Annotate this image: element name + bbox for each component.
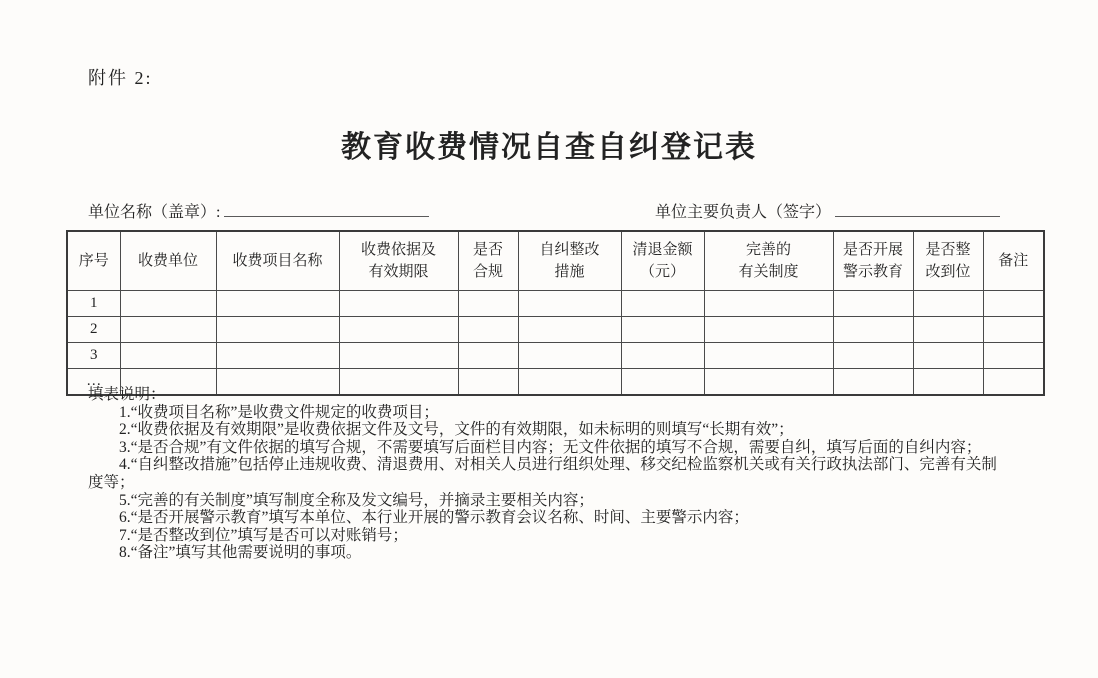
row-number-cell: … [67, 369, 120, 396]
header-label: 是否 [472, 242, 503, 258]
header-label: 收费项目名称 [232, 253, 323, 269]
header-cell-warning-education [833, 231, 913, 291]
unit-name-blank [224, 200, 429, 217]
header-label: 有效期限 [368, 264, 429, 280]
table-cell [458, 343, 518, 369]
header-cell-item-name [216, 231, 339, 291]
header-label: 改到位 [925, 264, 971, 280]
unit-head-group [655, 199, 1000, 222]
table-cell [120, 343, 216, 369]
table-header-row [67, 231, 1044, 291]
unit-head-blank [835, 200, 1000, 217]
table-cell [983, 291, 1044, 317]
table-cell [704, 343, 833, 369]
table-cell [518, 291, 621, 317]
signature-row [0, 199, 1098, 225]
header-label: 备注 [998, 253, 1029, 269]
table-cell [833, 291, 913, 317]
header-cell-seq [67, 231, 120, 291]
table-cell [621, 291, 704, 317]
unit-name-group [88, 199, 429, 222]
note-item: 2.“收费依据及有效期限”是收费依据文件及文号，文件的有效期限，如未标明的则填写“长期有效”； [119, 421, 794, 439]
header-label: 措施 [554, 264, 585, 280]
unit-head-label: 单位主要负责人（签字） [655, 204, 832, 221]
row-number-cell: 1 [67, 291, 120, 317]
header-cell-correction-measures [518, 231, 621, 291]
table-cell [621, 343, 704, 369]
note-item: 4.“自纠整改措施”包括停止违规收费、清退费用、对相关人员进行组织处理、移交纪检监察机关或有关行政执法部门、完善有关制度等； [88, 456, 997, 491]
notes-section [88, 386, 1012, 562]
header-label: 收费依据及 [360, 242, 436, 258]
table-cell [120, 317, 216, 343]
table-cell [913, 317, 983, 343]
table-cell [704, 317, 833, 343]
note-item: 7.“是否整改到位”填写是否可以对账销号； [119, 526, 408, 544]
note-item: 8.“备注”填写其他需要说明的事项。 [119, 544, 362, 562]
table-cell [216, 291, 339, 317]
header-label: 自纠整改 [539, 242, 600, 258]
header-cell-rectified [913, 231, 983, 291]
table-row [67, 343, 1044, 369]
header-label: 是否整 [925, 242, 971, 258]
page-title: 教育收费情况自查自纠登记表 [341, 131, 757, 164]
attachment-label: 附件 2: [88, 68, 153, 88]
header-label: 有关制度 [738, 264, 799, 280]
header-cell-remarks [983, 231, 1044, 291]
header-label: 清退金额 [632, 242, 693, 258]
note-item: 6.“是否开展警示教育”填写本单位、本行业开展的警示教育会议名称、时间、主要警示内容； [119, 509, 749, 527]
header-cell-unit [120, 231, 216, 291]
table-cell [339, 291, 458, 317]
table-cell [621, 317, 704, 343]
header-cell-improved-rules [704, 231, 833, 291]
table-cell [120, 291, 216, 317]
table-cell [518, 343, 621, 369]
table-row [67, 317, 1044, 343]
header-label: 收费单位 [137, 253, 198, 269]
row-number-cell: 3 [67, 343, 120, 369]
note-item: 5.“完善的有关制度”填写制度全称及发文编号，并摘录主要相关内容； [119, 491, 594, 509]
table-cell [339, 317, 458, 343]
row-number-cell: 2 [67, 317, 120, 343]
header-label: 合规 [472, 264, 503, 280]
table-cell [704, 291, 833, 317]
note-item: 1.“收费项目名称”是收费文件规定的收费项目； [119, 403, 439, 421]
table-cell [983, 317, 1044, 343]
fee-self-inspection-table [66, 230, 1045, 396]
header-label: 完善的 [745, 242, 791, 258]
table-row [67, 291, 1044, 317]
header-cell-basis [339, 231, 458, 291]
table-cell [913, 291, 983, 317]
table-cell [518, 317, 621, 343]
header-label: 是否开展 [842, 242, 903, 258]
table-cell [833, 343, 913, 369]
notes-heading: 填表说明： [88, 386, 166, 403]
table-cell [216, 317, 339, 343]
header-label: （元） [639, 264, 685, 280]
header-label: 序号 [78, 253, 109, 269]
header-cell-compliant [458, 231, 518, 291]
table-cell [913, 343, 983, 369]
unit-name-label: 单位名称（盖章）: [88, 204, 221, 221]
table-cell [983, 343, 1044, 369]
table-cell [216, 343, 339, 369]
header-label: 警示教育 [842, 264, 903, 280]
header-cell-refund-amount [621, 231, 704, 291]
note-item: 3.“是否合规”有文件依据的填写合规，不需要填写后面栏目内容；无文件依据的填写不合规，需要自纠，填写后面的自纠内容； [119, 438, 982, 456]
table-cell [339, 343, 458, 369]
table-cell [458, 317, 518, 343]
table-cell [833, 317, 913, 343]
table-cell [458, 291, 518, 317]
